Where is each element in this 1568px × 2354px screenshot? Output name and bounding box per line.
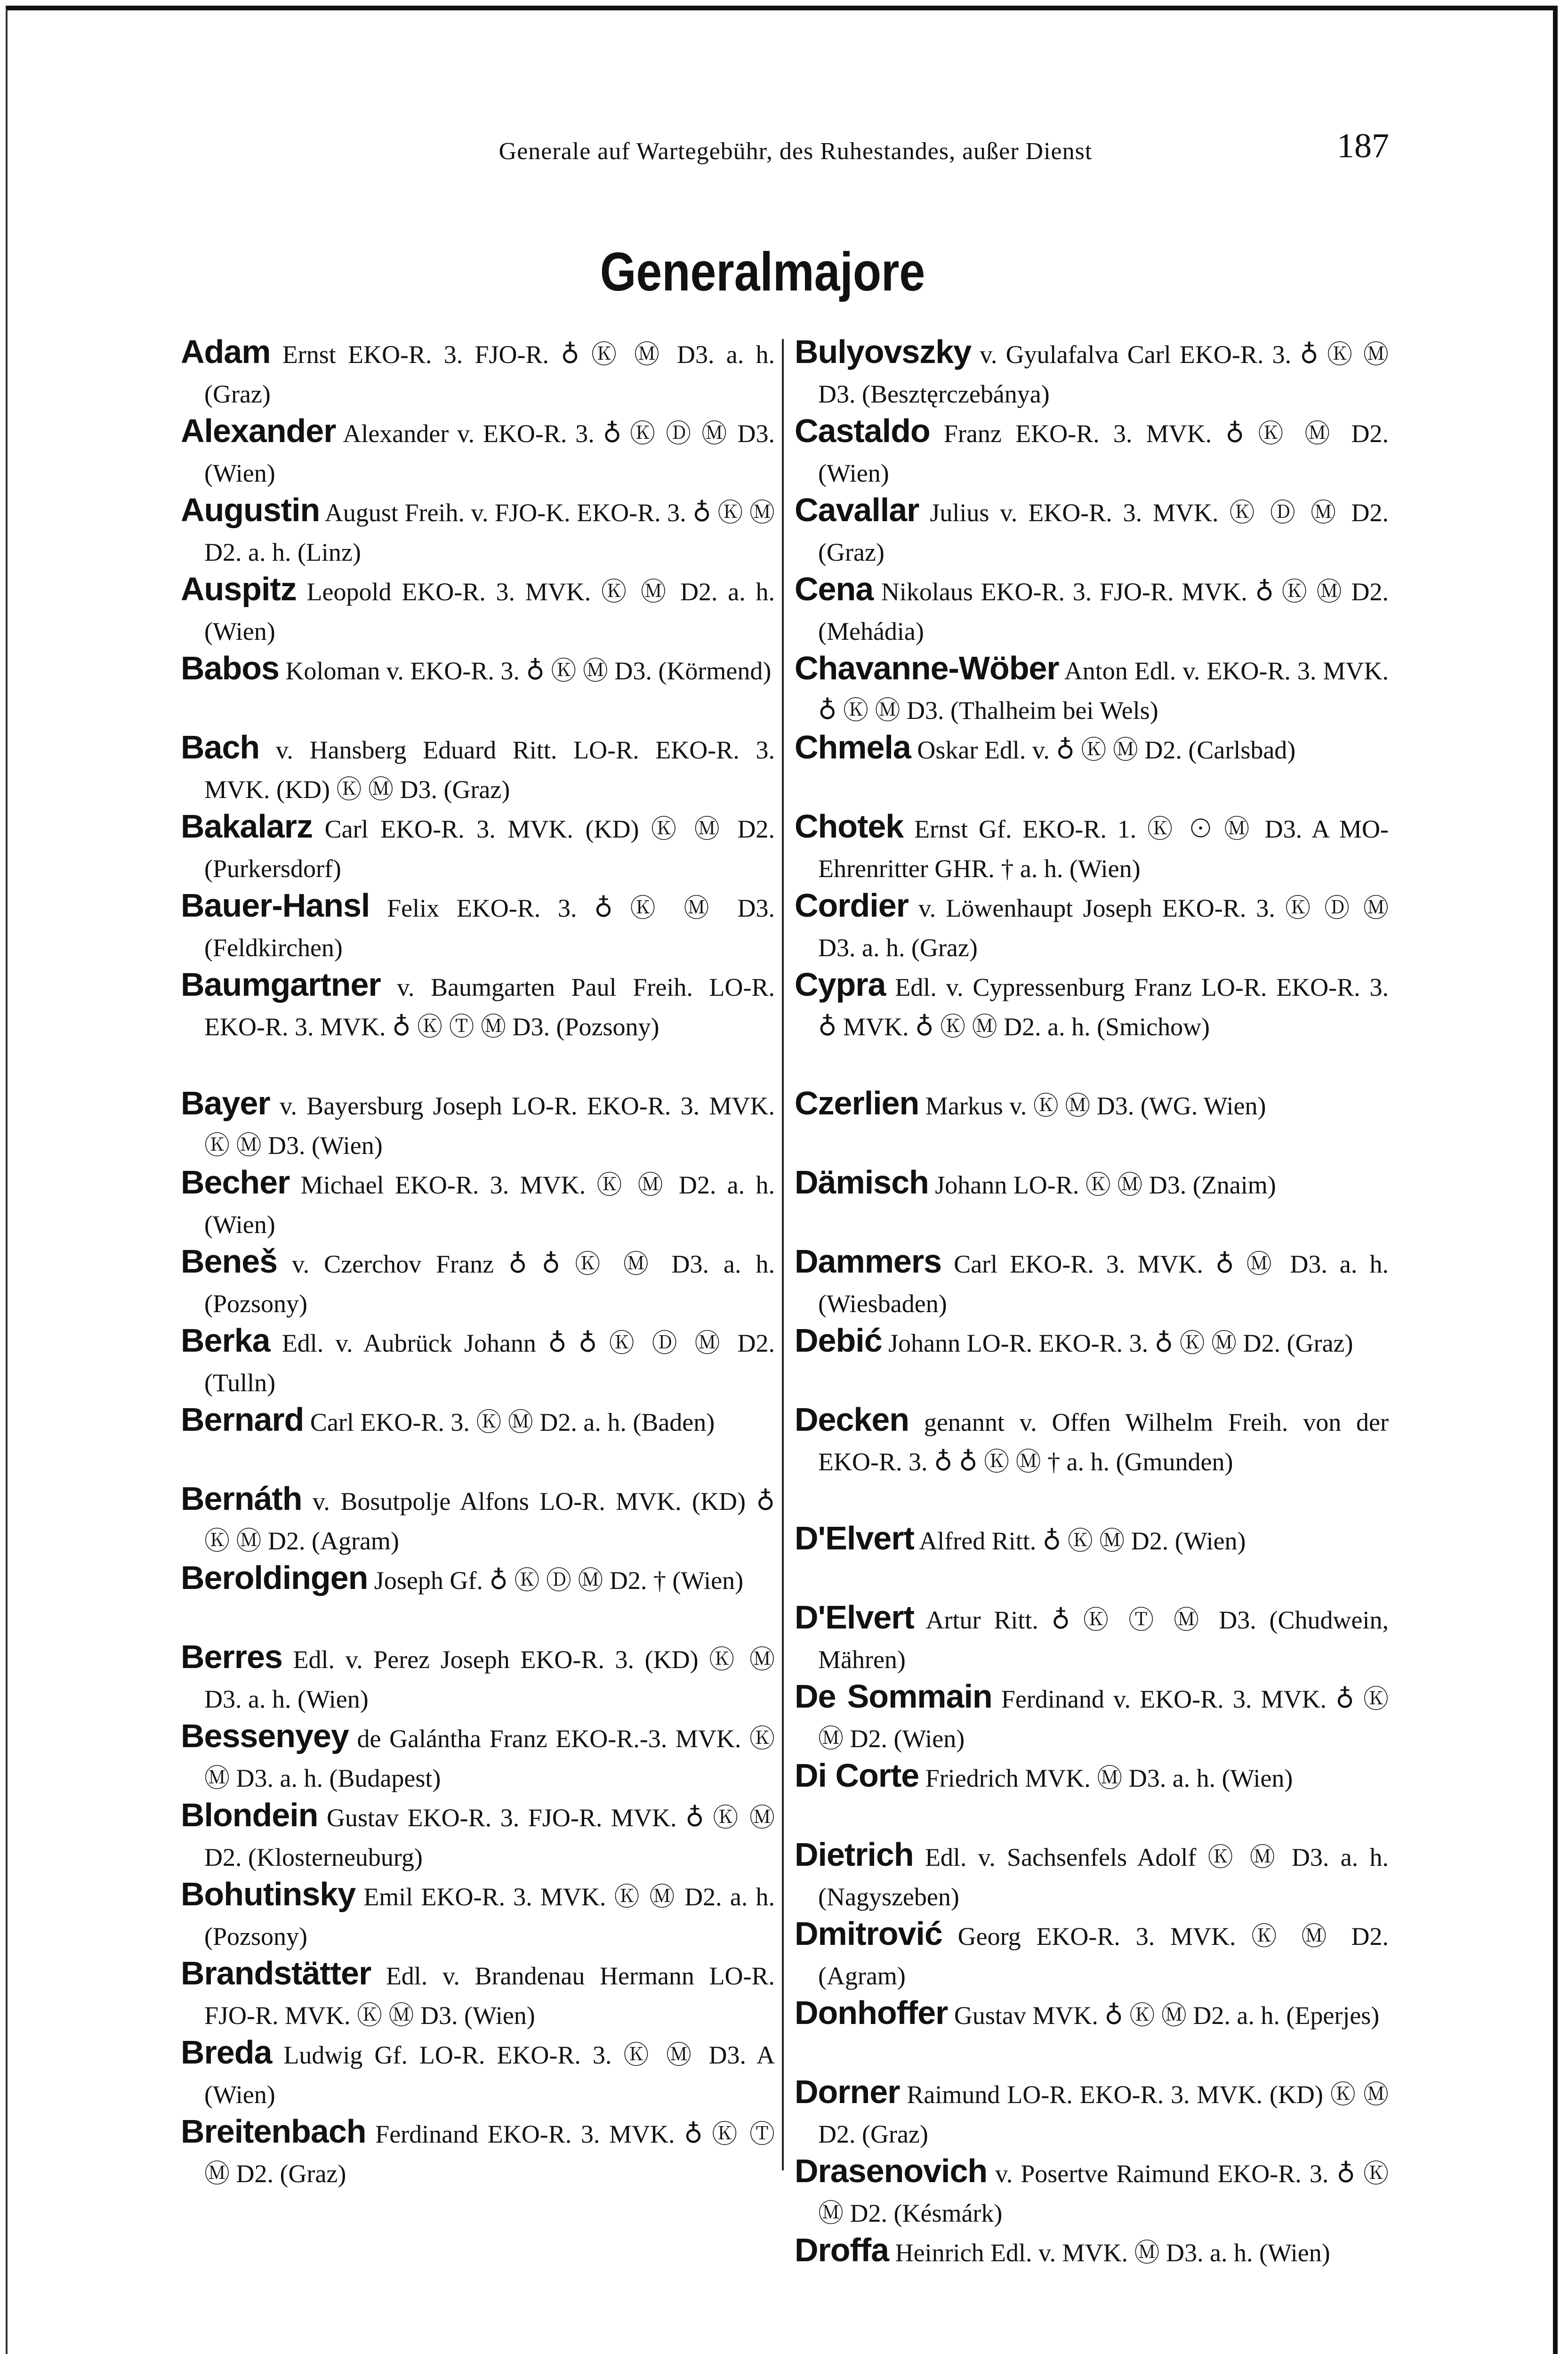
register-entry	[795, 332, 1389, 411]
register-entry	[795, 1162, 1389, 1241]
register-entry	[181, 2112, 775, 2191]
entry-surname: Cordier	[795, 887, 909, 924]
entry-details: Ferdinand EKO-R. 3. MVK. ♁ Ⓚ Ⓣ Ⓜ D2. (Graz)	[204, 2120, 775, 2188]
register-entry	[795, 2072, 1389, 2151]
entry-surname: Babos	[181, 650, 279, 686]
register-entry	[181, 490, 775, 569]
entry-surname: De Sommain	[795, 1678, 992, 1715]
register-entry	[795, 1677, 1389, 1756]
register-entry	[795, 1993, 1389, 2072]
register-entry	[795, 2230, 1389, 2309]
page-number: 187	[1337, 127, 1389, 165]
entry-surname: Beroldingen	[181, 1559, 368, 1596]
register-entry	[181, 411, 775, 490]
entry-details: Markus v. Ⓚ Ⓜ D3. (WG. Wien)	[919, 1092, 1266, 1120]
entry-surname: Droffa	[795, 2232, 889, 2268]
entry-details: Gustav EKO-R. 3. FJO-R. MVK. ♁ Ⓚ Ⓜ D2. (Klosterneuburg)	[204, 1804, 775, 1871]
register-entry	[181, 1795, 775, 1874]
register-entry	[795, 886, 1389, 965]
register-entry	[795, 1597, 1389, 1677]
entry-surname: Bulyovszky	[795, 333, 972, 370]
entry-details: Ferdinand v. EKO-R. 3. MVK. ♁ Ⓚ Ⓜ D2. (Wien)	[818, 1685, 1389, 1753]
entry-surname: D'Elvert	[795, 1599, 914, 1636]
entry-surname: Bernáth	[181, 1480, 302, 1517]
register-entry	[795, 2151, 1389, 2230]
register-entry	[181, 1874, 775, 1953]
entry-details: genannt v. Offen Wilhelm Freih. von der EKO-R. 3. ♁ ♁ Ⓚ Ⓜ † a. h. (Gmunden)	[818, 1408, 1389, 1476]
entry-details: Friedrich MVK. Ⓜ D3. a. h. (Wien)	[919, 1764, 1293, 1792]
entry-surname: Baumgartner	[181, 966, 381, 1003]
entry-surname: Alexander	[181, 412, 336, 449]
entry-surname: Cavallar	[795, 492, 919, 528]
entry-details: Felix EKO-R. 3. ♁ Ⓚ Ⓜ D3. (Feldkirchen)	[204, 894, 775, 962]
entry-surname: Bach	[181, 729, 260, 766]
register-entry	[181, 569, 775, 648]
entry-details: v. Posertve Raimund EKO-R. 3. ♁ Ⓚ Ⓜ D2. (Késmárk)	[818, 2160, 1389, 2227]
register-entry	[181, 806, 775, 886]
entry-surname: Blondein	[181, 1797, 318, 1833]
entry-surname: Di Corte	[795, 1757, 919, 1794]
entry-surname: Augustin	[181, 492, 320, 528]
entry-surname: Bayer	[181, 1085, 270, 1121]
entry-surname: Adam	[181, 333, 271, 370]
register-entry	[795, 1400, 1389, 1518]
entry-surname: Dmitrović	[795, 1915, 942, 1952]
entry-details: Anton Edl. v. EKO-R. 3. MVK. ♁ Ⓚ Ⓜ D3. (Thalheim bei Wels)	[818, 657, 1389, 725]
register-entry	[795, 1241, 1389, 1321]
entry-surname: Dammers	[795, 1243, 942, 1280]
entry-details: Emil EKO-R. 3. MVK. Ⓚ Ⓜ D2. a. h. (Pozsony)	[204, 1883, 775, 1951]
entry-surname: Chotek	[795, 808, 904, 845]
register-entry	[181, 648, 775, 727]
entry-details: v. Czerchov Franz ♁ ♁ Ⓚ Ⓜ D3. a. h. (Pozsony)	[204, 1250, 775, 1318]
entry-details: Carl EKO-R. 3. MVK. (KD) Ⓚ Ⓜ D2. (Purkersdorf)	[204, 815, 775, 883]
entry-surname: Dämisch	[795, 1164, 929, 1201]
entry-surname: Dorner	[795, 2073, 900, 2110]
entry-details: Ernst EKO-R. 3. FJO-R. ♁ Ⓚ Ⓜ D3. a. h. (Graz)	[204, 340, 775, 408]
page-title: Generalmajore	[600, 241, 925, 302]
register-entry	[181, 1400, 775, 1479]
register-entry	[795, 490, 1389, 569]
register-entry	[181, 1716, 775, 1795]
entry-details: Ernst Gf. EKO-R. 1. Ⓚ ⊙ Ⓜ D3. A MO-Ehrenritter GHR. † a. h. (Wien)	[818, 815, 1389, 883]
entry-details: Heinrich Edl. v. MVK. Ⓜ D3. a. h. (Wien)	[889, 2239, 1330, 2267]
entry-details: Gustav MVK. ♁ Ⓚ Ⓜ D2. a. h. (Eperjes)	[948, 2001, 1380, 2030]
register-entry	[181, 1162, 775, 1241]
entry-details: v. Baumgarten Paul Freih. LO-R. EKO-R. 3. MVK. ♁ Ⓚ Ⓣ Ⓜ D3. (Pozsony)	[204, 973, 775, 1041]
entry-surname: Bernard	[181, 1401, 304, 1438]
register-entry	[181, 1321, 775, 1400]
entry-surname: Bessenyey	[181, 1717, 349, 1754]
entry-surname: Cypra	[795, 966, 886, 1003]
register-entry	[795, 1321, 1389, 1400]
register-entry	[181, 1083, 775, 1162]
register-entry	[795, 648, 1389, 727]
register-entry	[181, 1637, 775, 1716]
entry-details: Ludwig Gf. LO-R. EKO-R. 3. Ⓚ Ⓜ D3. A (Wien)	[204, 2041, 775, 2109]
entry-surname: Castaldo	[795, 412, 930, 449]
entry-surname: Becher	[181, 1164, 290, 1201]
entry-details: Edl. v. Cypressenburg Franz LO-R. EKO-R. 3. ♁ MVK. ♁ Ⓚ Ⓜ D2. a. h. (Smichow)	[818, 973, 1389, 1041]
entry-surname: Berres	[181, 1638, 282, 1675]
entry-details: Raimund LO-R. EKO-R. 3. MVK. (KD) Ⓚ Ⓜ D2. (Graz)	[818, 2080, 1389, 2148]
register-entry	[795, 1835, 1389, 1914]
entry-details: Georg EKO-R. 3. MVK. Ⓚ Ⓜ D2. (Agram)	[818, 1922, 1389, 1990]
entry-details: Joseph Gf. ♁ Ⓚ Ⓓ Ⓜ D2. † (Wien)	[368, 1566, 744, 1595]
entry-surname: Chmela	[795, 729, 911, 766]
entry-surname: D'Elvert	[795, 1520, 914, 1556]
entry-surname: Dietrich	[795, 1836, 914, 1873]
entry-surname: Auspitz	[181, 571, 297, 607]
entry-details: Edl. v. Brandenau Hermann LO-R. FJO-R. MVK. Ⓚ Ⓜ D3. (Wien)	[204, 1962, 775, 2030]
register-entry	[181, 332, 775, 411]
register-entry	[181, 1558, 775, 1637]
entry-details: v. Gyulafalva Carl EKO-R. 3. ♁ Ⓚ Ⓜ D3. (Besztęrczebánya)	[818, 340, 1389, 408]
entry-details: Carl EKO-R. 3. Ⓚ Ⓜ D2. a. h. (Baden)	[304, 1408, 715, 1436]
register-entry	[181, 1953, 775, 2032]
entry-surname: Breitenbach	[181, 2113, 366, 2150]
right-column	[795, 332, 1389, 2309]
register-entry	[181, 2032, 775, 2112]
register-entry	[181, 965, 775, 1083]
entry-surname: Bakalarz	[181, 808, 313, 845]
entry-details: v. Hansberg Eduard Ritt. LO-R. EKO-R. 3. MVK. (KD) Ⓚ Ⓜ D3. (Graz)	[204, 736, 775, 804]
entry-details: v. Bayersburg Joseph LO-R. EKO-R. 3. MVK. Ⓚ Ⓜ D3. (Wien)	[204, 1092, 775, 1160]
register-entry	[795, 411, 1389, 490]
entry-details: Alfred Ritt. ♁ Ⓚ Ⓜ D2. (Wien)	[914, 1527, 1246, 1555]
entry-details: Edl. v. Aubrück Johann ♁ ♁ Ⓚ Ⓓ Ⓜ D2. (Tulln)	[204, 1329, 775, 1397]
entry-surname: Chavanne-Wöber	[795, 650, 1059, 686]
register-entry	[795, 569, 1389, 648]
entry-surname: Drasenovich	[795, 2152, 988, 2189]
register-entry	[795, 806, 1389, 886]
entry-details: Koloman v. EKO-R. 3. ♁ Ⓚ Ⓜ D3. (Körmend)	[279, 657, 772, 685]
register-entry	[795, 1914, 1389, 1993]
entry-details: v. Löwenhaupt Joseph EKO-R. 3. Ⓚ Ⓓ Ⓜ D3. a. h. (Graz)	[818, 894, 1389, 962]
entry-details: Michael EKO-R. 3. MVK. Ⓚ Ⓜ D2. a. h. (Wien)	[204, 1171, 775, 1239]
entry-surname: Berka	[181, 1322, 270, 1359]
entry-details: Edl. v. Sachsenfels Adolf Ⓚ Ⓜ D3. a. h. (Nagyszeben)	[818, 1843, 1389, 1911]
entry-details: Julius v. EKO-R. 3. MVK. Ⓚ Ⓓ Ⓜ D2. (Graz)	[818, 499, 1389, 566]
entry-details: Nikolaus EKO-R. 3. FJO-R. MVK. ♁ Ⓚ Ⓜ D2. (Mehádia)	[818, 578, 1389, 645]
entry-surname: Cena	[795, 571, 874, 607]
register-entry	[795, 1083, 1389, 1162]
entry-details: v. Bosutpolje Alfons LO-R. MVK. (KD) ♁ Ⓚ Ⓜ D2. (Agram)	[204, 1487, 775, 1555]
entry-details: Artur Ritt. ♁ Ⓚ Ⓣ Ⓜ D3. (Chudwein, Mähren)	[818, 1606, 1389, 1674]
entry-details: Alexander v. EKO-R. 3. ♁ Ⓚ Ⓓ Ⓜ D3. (Wien)	[204, 419, 775, 487]
entry-surname: Breda	[181, 2034, 272, 2071]
entry-details: de Galántha Franz EKO-R.-3. MVK. Ⓚ Ⓜ D3. a. h. (Budapest)	[204, 1725, 775, 1792]
entry-surname: Brandstätter	[181, 1955, 371, 1991]
entry-details: Leopold EKO-R. 3. MVK. Ⓚ Ⓜ D2. a. h. (Wien)	[204, 578, 775, 645]
entry-details: Franz EKO-R. 3. MVK. ♁ Ⓚ Ⓜ D2. (Wien)	[818, 419, 1389, 487]
entry-details: Carl EKO-R. 3. MVK. ♁ Ⓜ D3. a. h. (Wiesbaden)	[818, 1250, 1389, 1318]
register-entry	[795, 727, 1389, 806]
entry-details: Johann LO-R. Ⓚ Ⓜ D3. (Znaim)	[928, 1171, 1276, 1199]
entry-surname: Beneš	[181, 1243, 278, 1280]
column-divider	[782, 339, 784, 2170]
register-entry	[181, 1479, 775, 1558]
register-entry	[181, 1241, 775, 1321]
running-head: Generale auf Wartegebühr, des Ruhestandes, außer Dienst	[499, 138, 1093, 165]
entry-details: Edl. v. Perez Joseph EKO-R. 3. (KD) Ⓚ Ⓜ D3. a. h. (Wien)	[204, 1645, 775, 1713]
register-entry	[795, 1756, 1389, 1835]
register-entry	[181, 886, 775, 965]
entry-surname: Bohutinsky	[181, 1876, 356, 1912]
entry-surname: Decken	[795, 1401, 909, 1438]
entry-details: Johann LO-R. EKO-R. 3. ♁ Ⓚ Ⓜ D2. (Graz)	[882, 1329, 1353, 1357]
entry-details: August Freih. v. FJO-K. EKO-R. 3. ♁ Ⓚ Ⓜ D2. a. h. (Linz)	[204, 499, 775, 566]
entry-surname: Bauer-Hansl	[181, 887, 370, 924]
entry-surname: Czerlien	[795, 1085, 919, 1121]
register-entry	[181, 727, 775, 806]
entry-surname: Donhoffer	[795, 1994, 948, 2031]
entry-details: Oskar Edl. v. ♁ Ⓚ Ⓜ D2. (Carlsbad)	[910, 736, 1296, 764]
register-entry	[795, 1518, 1389, 1597]
left-column	[181, 332, 775, 2191]
register-entry	[795, 965, 1389, 1083]
entry-surname: Debić	[795, 1322, 882, 1359]
